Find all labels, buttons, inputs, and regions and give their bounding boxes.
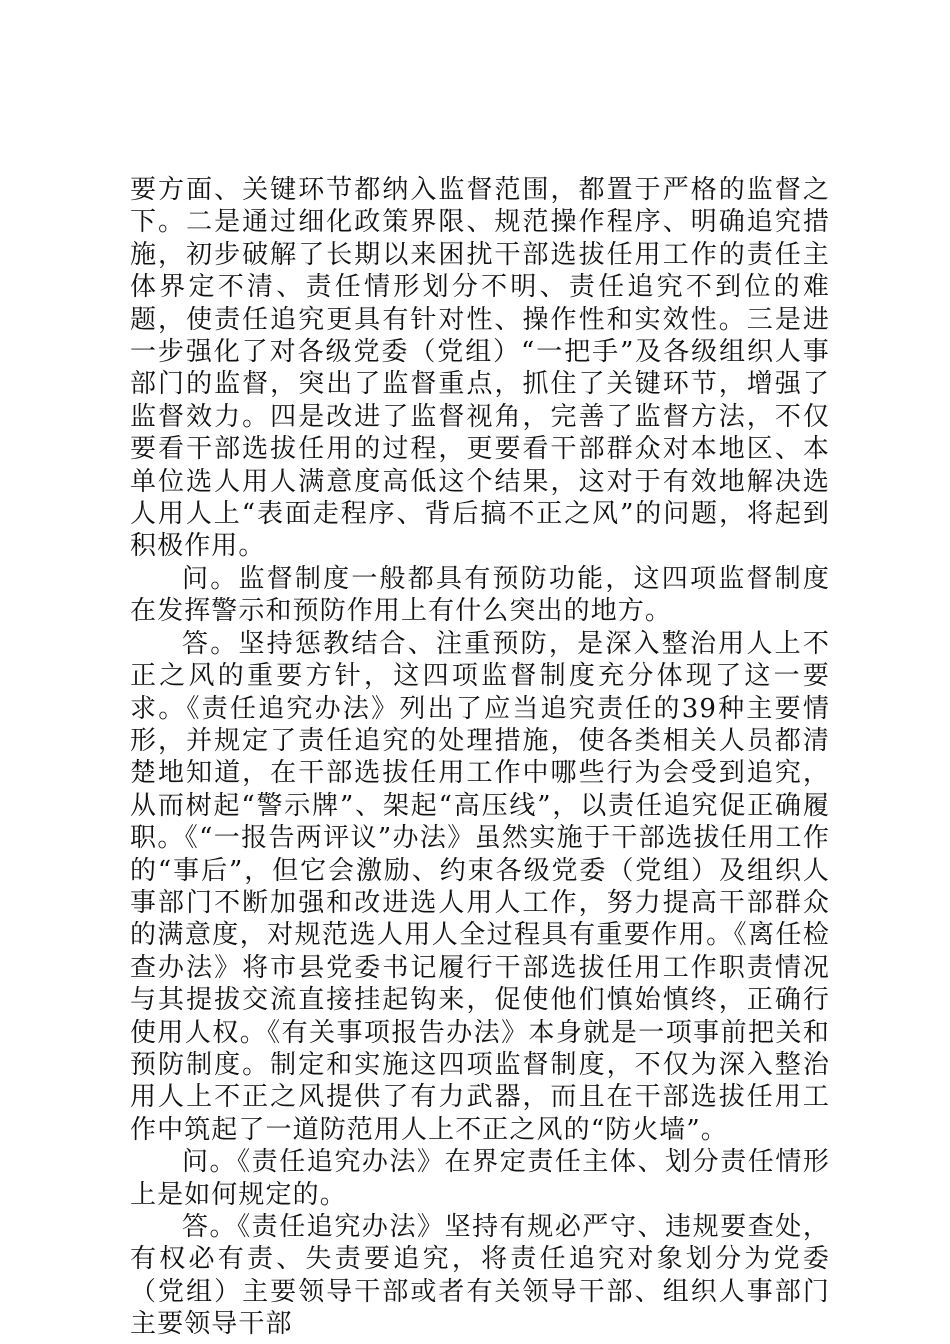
paragraph-question-prevention: 问。监督制度一般都具有预防功能，这四项监督制度在发挥警示和预防作用上有什么突出的地方。 <box>130 563 830 627</box>
paragraph-answer-responsibility: 答。《责任追究办法》坚持有规必严守、违规要查处，有权必有责、失责要追究，将责任追究对象划分为党委（党组）主要领导干部或者有关领导干部、组织人事部门主要领导干部 <box>130 1212 830 1340</box>
paragraph-answer-prevention: 答。坚持惩教结合、注重预防，是深入整治用人上不正之风的重要方针，这四项监督制度充分体现了这一要求。《责任追究办法》列出了应当追究责任的39种主要情形，并规定了责任追究的处理措施，使各类相关人员都清楚地知道，在干部选拔任用工作中哪些行为会受到追究，从而树起“警示牌”、架起“高压线”，以责任追究促正确履职。《“一报告两评议”办法》虽然实施于干部选拔任用工作的“事后”，但它会激励、约束各级党委（党组）及组织人事部门不断加强和改进选人用人工作，努力提高干部群众的满意度，对规范选人用人全过程具有重要作用。《离任检查办法》将市县党委书记履行干部选拔任用工作职责情况与其提拔交流直接挂起钩来，促使他们慎始慎终，正确行使用人权。《有关事项报告办法》本身就是一项事前把关和预防制度。制定和实施这四项监督制度，不仅为深入整治用人上不正之风提供了有力武器，而且在干部选拔任用工作中筑起了一道防范用人上不正之风的“防火墙”。 <box>130 628 830 1145</box>
paragraph-continuation: 要方面、关键环节都纳入监督范围，都置于严格的监督之下。二是通过细化政策界限、规范操作程序、明确追究措施，初步破解了长期以来困扰干部选拔任用工作的责任主体界定不清、责任情形划分不明、责任追究不到位的难题，使责任追究更具有针对性、操作性和实效性。三是进一步强化了对各级党委（党组）“一把手”及各级组织人事部门的监督，突出了监督重点，抓住了关键环节，增强了监督效力。四是改进了监督视角，完善了监督方法，不仅要看干部选拔任用的过程，更要看干部群众对本地区、本单位选人用人满意度高低这个结果，这对于有效地解决选人用人上“表面走程序、背后搞不正之风”的问题，将起到积极作用。 <box>130 175 830 562</box>
paragraph-question-responsibility: 问。《责任追究办法》在界定责任主体、划分责任情形上是如何规定的。 <box>130 1147 830 1210</box>
document-body <box>130 174 830 1341</box>
